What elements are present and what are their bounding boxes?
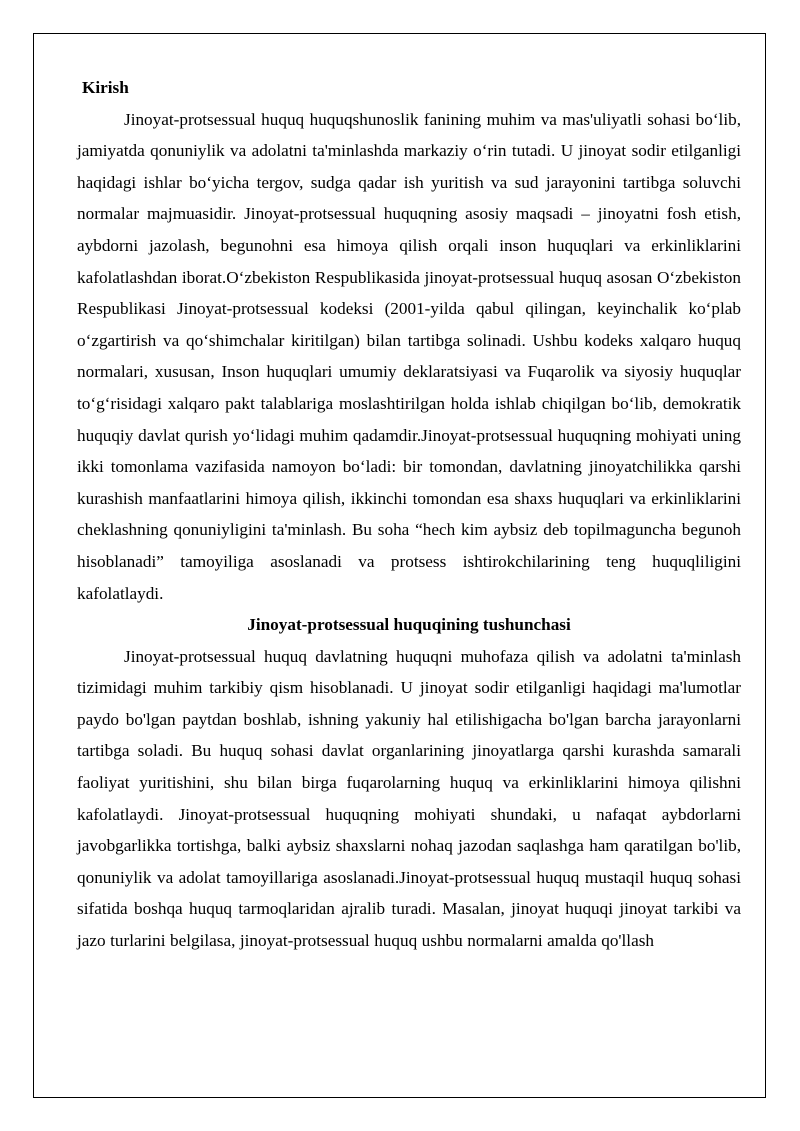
heading-intro: Kirish <box>82 78 129 97</box>
paragraph-concept: Jinoyat-protsessual huquq davlatning huquqni muhofaza qilish va adolatni ta'minlash tizimidagi muhim tarkibiy qism hisoblanadi. U jinoyat sodir etilganligi haqidagi ma'lumotlar paydo bo'lgan paytdan boshlab, ishning yakuniy hal etilishigacha bo'lgan barcha jarayonlarni tartibga soladi. Bu huquq sohasi davlat organlarining jinoyatlarga qarshi kurashda samarali faoliyat yuritishini, shu bilan birga fuqarolarning huquq va erkinliklarini himoya qilishni kafolatlaydi. Jinoyat-protsessual huquqning mohiyati shundaki, u nafaqat aybdorlarni javobgarlikka tortishga, balki aybsiz shaxslarni nohaq jazodan saqlashga ham qaratilgan bo'lib, qonuniylik va adolat tamoyillariga asoslanadi.Jinoyat-protsessual huquq mustaqil huquq sohasi sifatida boshqa huquq tarmoqlaridan ajralib turadi. Masalan, jinoyat huquqi jinoyat tarkibi va jazo turlarini belgilasa, jinoyat-protsessual huquq ushbu normalarni amalda qo'llash <box>77 646 741 951</box>
paragraph-intro: Jinoyat-protsessual huquq huquqshunoslik fanining muhim va mas'uliyatli sohasi bo‘lib, jamiyatda qonuniylik va adolatni ta'minlashda markaziy o‘rin tutadi. U jinoyat sodir etilganligi haqidagi ishlar bo‘yicha tergov, sudga qadar ish yuritish va sud jarayonini tartibga soluvchi normalar majmuasidir. Jinoyat-protsessual huquqning asosiy maqsadi – jinoyatni fosh etish, aybdorni jazolash, begunohni esa himoya qilish orqali inson huquqlari va erkinliklarini kafolatlashdan iborat.O‘zbekiston Respublikasida jinoyat-protsessual huquq asosan O‘zbekiston Respublikasi Jinoyat-protsessual kodeksi (2001-yilda qabul qilingan, keyinchalik ko‘plab o‘zgartirish va qo‘shimchalar kiritilgan) bilan tartibga solinadi. Ushbu kodeks xalqaro huquq normalari, xususan, Inson huquqlari umumiy deklaratsiyasi va Fuqarolik va siyosiy huquqlar to‘g‘risidagi xalqaro pakt talablariga moslashtirilgan holda ishlab chiqilgan bo‘lib, demokratik huquqiy davlat qurish yo‘lidagi muhim qadamdir.Jinoyat-protsessual huquqning mohiyati uning ikki tomonlama vazifasida namoyon bo‘ladi: bir tomondan, davlatning jinoyatchilikka qarshi kurashish manfaatlarini himoya qilish, ikkinchi tomondan esa shaxs huquqlari va erkinliklarini cheklashning qonuniyligini ta'minlash. Bu soha “hech kim aybsiz deb topilmaguncha begunoh hisoblanadi” tamoyiliga asoslanadi va protsess ishtirokchilarining teng huquqliligini kafolatlaydi. <box>77 109 741 603</box>
heading-concept: Jinoyat-protsessual huquqining tushunchasi <box>247 615 571 635</box>
document-body <box>77 72 741 957</box>
